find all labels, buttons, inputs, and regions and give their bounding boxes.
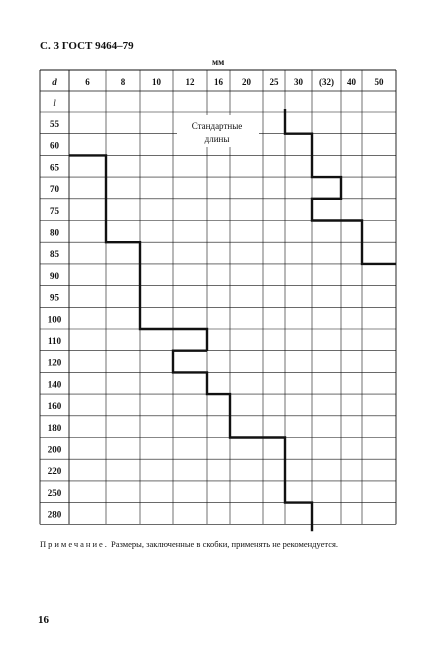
column-header: 6 <box>85 77 90 87</box>
row-label: 90 <box>50 270 59 281</box>
column-header: 16 <box>214 77 223 87</box>
row-label: 65 <box>50 162 59 173</box>
row-label: 120 <box>47 357 62 368</box>
column-header: 10 <box>152 77 161 87</box>
column-header: 30 <box>294 77 303 87</box>
note-text: Размеры, заключенные в скобки, применять не рекомендуется. <box>108 539 339 549</box>
row-label: 80 <box>50 227 59 238</box>
row-label: 60 <box>50 140 59 151</box>
row-label: 85 <box>50 249 59 260</box>
column-header: 40 <box>347 77 356 87</box>
page-number: 16 <box>38 614 49 626</box>
upper-boundary-line <box>285 109 396 264</box>
row-label: 95 <box>50 292 59 303</box>
row-label: 55 <box>50 119 59 129</box>
row-label: 180 <box>47 422 62 433</box>
region-label-line: Стандартные <box>191 121 243 131</box>
row-label: 110 <box>47 336 62 346</box>
row-label: 140 <box>47 379 62 390</box>
row-label: 75 <box>50 205 59 216</box>
column-header: (32) <box>319 77 334 87</box>
corner-label: d <box>52 77 57 87</box>
region-label-line: длины <box>204 134 230 144</box>
column-header: 12 <box>185 77 195 87</box>
row-label: 100 <box>47 314 62 325</box>
table-note <box>40 539 338 549</box>
lower-boundary-line <box>69 155 312 531</box>
row-label: 280 <box>47 509 62 520</box>
unit-label: мм <box>212 57 225 67</box>
row-label-header: l <box>53 98 56 108</box>
column-header: 50 <box>374 77 384 87</box>
row-label: 200 <box>47 444 62 455</box>
row-label: 160 <box>47 401 62 412</box>
row-label: 250 <box>47 487 62 498</box>
page-header: С. 3 ГОСТ 9464–79 <box>40 40 134 52</box>
column-header: 20 <box>242 77 251 87</box>
column-header: 8 <box>120 77 126 87</box>
row-label: 70 <box>50 184 59 195</box>
column-header: 25 <box>269 77 279 87</box>
note-lead: Примечание. <box>40 539 109 549</box>
row-label: 220 <box>47 466 62 477</box>
